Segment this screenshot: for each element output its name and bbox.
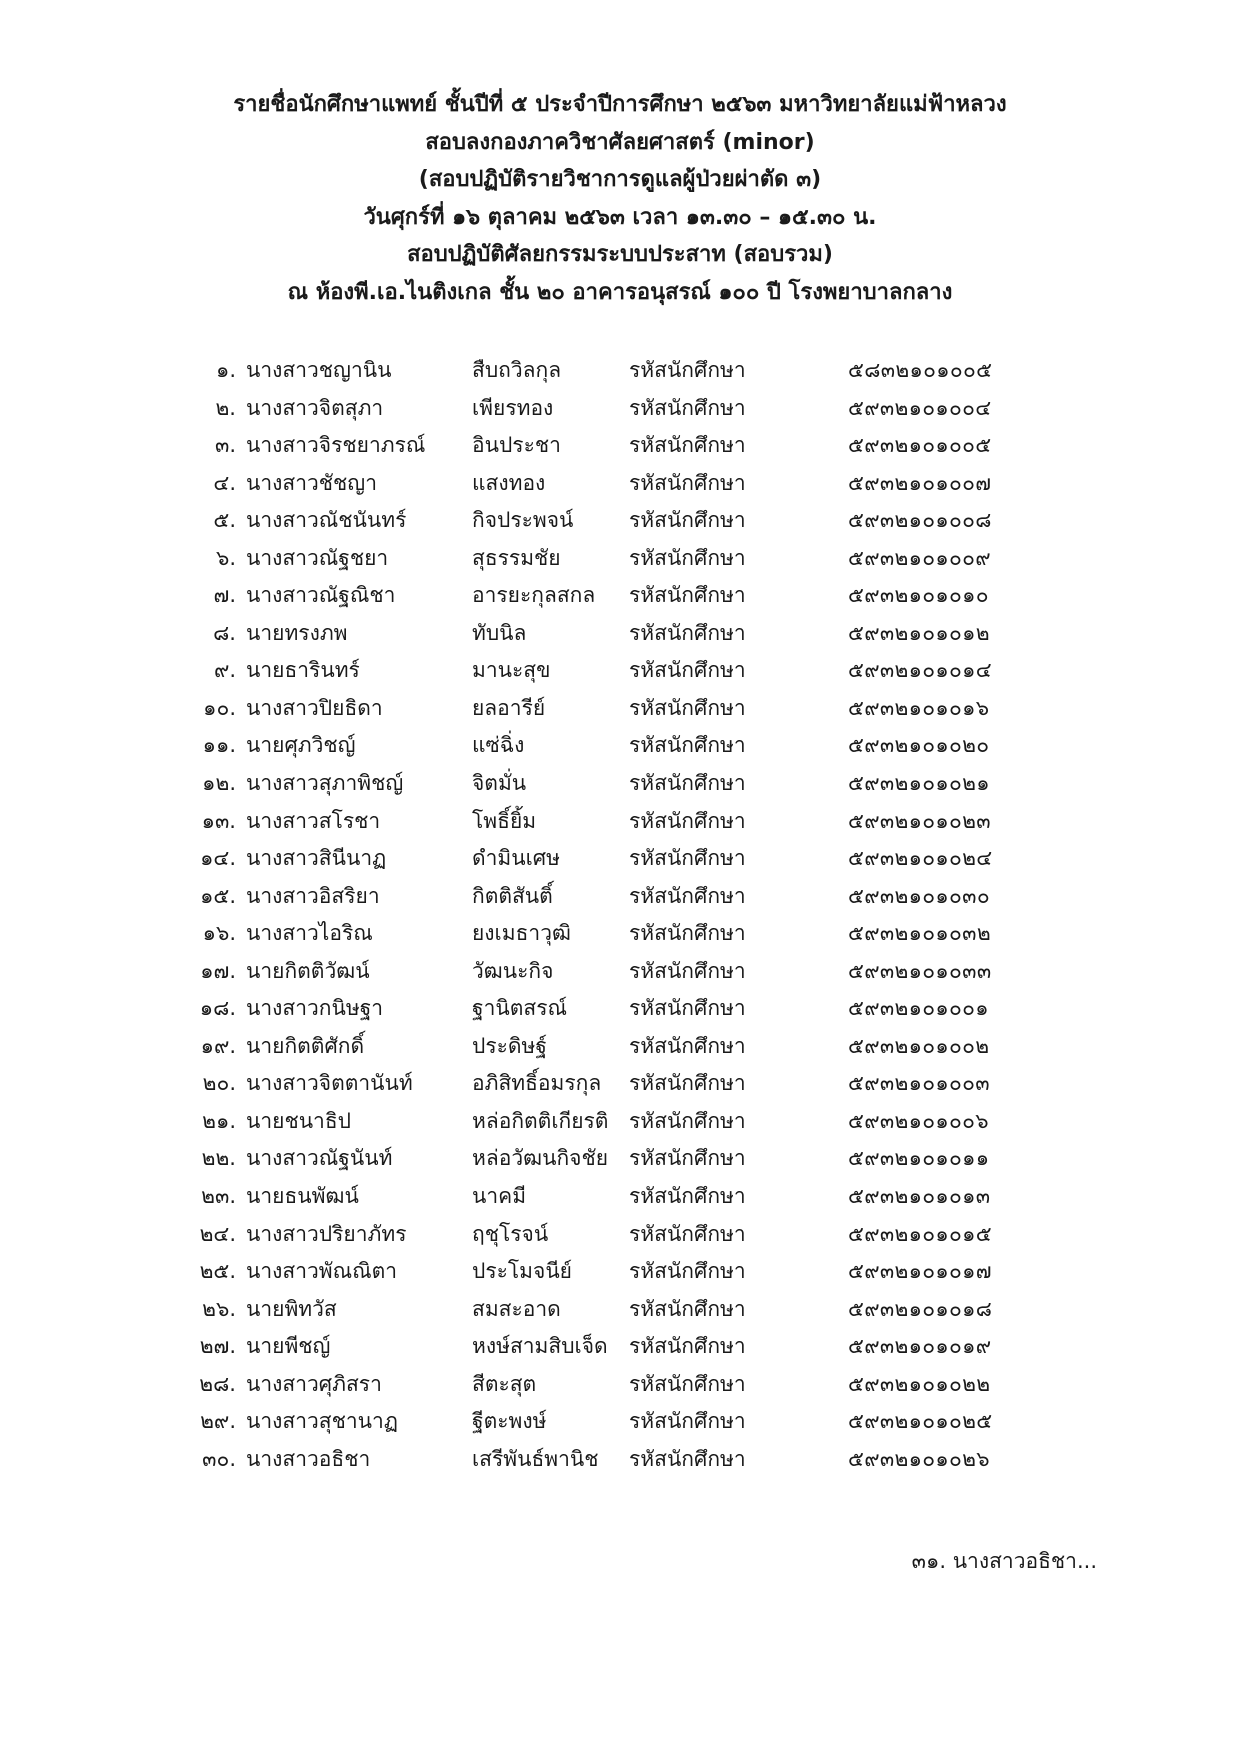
student-name: นางสาวสุชานาฏ xyxy=(246,1409,398,1434)
student-id-label: รหัสนักศึกษา xyxy=(629,1371,746,1396)
list-item xyxy=(0,1291,1240,1329)
list-item xyxy=(0,577,1240,615)
student-id-label: รหัสนักศึกษา xyxy=(629,1446,746,1471)
student-id-label: รหัสนักศึกษา xyxy=(629,583,746,608)
list-item xyxy=(0,1140,1240,1178)
student-id-label: รหัสนักศึกษา xyxy=(629,1334,746,1359)
student-name: นางสาวชัชญา xyxy=(246,470,377,495)
student-surname: กิตติสันติ์ xyxy=(472,883,553,908)
student-id: ๕๙๓๒๑๐๑๐๒๖ xyxy=(848,1446,990,1471)
student-surname: โพธิ์ยิ้ม xyxy=(472,808,537,833)
list-item xyxy=(0,427,1240,465)
student-id: ๕๙๓๒๑๐๑๐๐๑ xyxy=(848,996,989,1021)
student-number: ๒๔. xyxy=(199,1221,236,1246)
student-number: ๑๙. xyxy=(200,1033,236,1058)
student-id-label: รหัสนักศึกษา xyxy=(629,1409,746,1434)
student-name: นายพีชญ์ xyxy=(246,1334,331,1359)
student-number: ๒. xyxy=(215,395,236,420)
student-number: ๓. xyxy=(214,433,236,458)
student-number: ๑๔. xyxy=(200,846,236,871)
list-item xyxy=(0,765,1240,803)
student-name: นางสาวพัณณิตา xyxy=(246,1259,398,1284)
list-item xyxy=(0,1103,1240,1141)
list-item xyxy=(0,1028,1240,1066)
list-item xyxy=(0,840,1240,878)
student-number: ๒๗. xyxy=(199,1334,236,1359)
student-number: ๘. xyxy=(213,620,236,645)
list-item xyxy=(0,953,1240,991)
student-surname: ดำมินเศษ xyxy=(472,846,560,871)
student-id-label: รหัสนักศึกษา xyxy=(629,508,746,533)
student-number: ๑๐. xyxy=(203,695,236,720)
student-id-label: รหัสนักศึกษา xyxy=(629,658,746,683)
student-id-label: รหัสนักศึกษา xyxy=(629,996,746,1021)
student-number: ๒๘. xyxy=(199,1371,236,1396)
student-name: นางสาวสุภาพิชญ์ xyxy=(246,771,404,796)
student-surname: สุธรรมชัย xyxy=(472,545,561,570)
student-name: นายกิตติวัฒน์ xyxy=(246,958,370,983)
student-number: ๒๒. xyxy=(201,1146,236,1171)
student-id-label: รหัสนักศึกษา xyxy=(629,695,746,720)
student-id: ๕๙๓๒๑๐๑๐๐๙ xyxy=(848,545,991,570)
list-item xyxy=(0,803,1240,841)
list-item xyxy=(0,878,1240,916)
list-item xyxy=(0,502,1240,540)
student-surname: ทับนิล xyxy=(472,620,527,645)
student-name: นางสาวณัฐนันท์ xyxy=(246,1146,393,1171)
student-surname: มานะสุข xyxy=(472,658,551,683)
student-name: นางสาวอธิชา xyxy=(246,1446,371,1471)
student-id-label: รหัสนักศึกษา xyxy=(629,433,746,458)
header-subject-line: สอบปฏิบัติศัลยกรรมระบบประสาท (สอบรวม) xyxy=(407,242,833,268)
student-id-label: รหัสนักศึกษา xyxy=(629,358,746,382)
list-item xyxy=(0,465,1240,503)
student-surname: แสงทอง xyxy=(472,470,546,495)
student-number: ๑๑. xyxy=(202,733,236,758)
list-item xyxy=(0,352,1240,390)
header-exam-line: สอบลงกองภาควิชาศัลยศาสตร์ (minor) xyxy=(425,129,815,155)
student-name: นายธารินทร์ xyxy=(246,658,360,683)
student-number: ๒๐. xyxy=(202,1071,236,1096)
student-name: นางสาวณัฐชยา xyxy=(246,545,389,570)
student-surname: หล่อกิตติเกียรติ xyxy=(472,1108,609,1133)
student-surname: อินประชา xyxy=(472,433,561,458)
student-surname: กิจประพจน์ xyxy=(472,508,574,533)
student-id: ๕๙๓๒๑๐๑๐๐๖ xyxy=(848,1108,989,1133)
student-name: นายศุภวิชญ์ xyxy=(246,733,356,758)
list-item xyxy=(0,652,1240,690)
student-surname: สืบถวิลกุล xyxy=(472,358,562,382)
student-id-label: รหัสนักศึกษา xyxy=(629,1221,746,1246)
student-surname: ประโมจนีย์ xyxy=(472,1259,572,1284)
student-number: ๓๐. xyxy=(202,1446,236,1471)
student-id-label: รหัสนักศึกษา xyxy=(629,921,746,946)
student-id: ๕๙๓๒๑๐๑๐๑๕ xyxy=(848,1221,992,1246)
student-id-label: รหัสนักศึกษา xyxy=(629,808,746,833)
student-name: นายธนพัฒน์ xyxy=(246,1184,359,1209)
student-id: ๕๙๓๒๑๐๑๐๐๒ xyxy=(848,1033,990,1058)
student-name: นางสาวกนิษฐา xyxy=(246,996,384,1021)
list-item xyxy=(0,1216,1240,1254)
student-id: ๕๙๓๒๑๐๑๐๑๒ xyxy=(848,620,990,645)
student-id: ๕๙๓๒๑๐๑๐๑๙ xyxy=(848,1334,992,1359)
student-number: ๒๓. xyxy=(201,1184,236,1209)
student-id: ๕๙๓๒๑๐๑๐๐๘ xyxy=(848,508,992,533)
student-surname: ฐานิตสรณ์ xyxy=(472,996,567,1021)
student-number: ๗. xyxy=(213,583,236,608)
student-surname: เสรีพันธ์พานิช xyxy=(472,1446,599,1471)
student-id: ๕๙๓๒๑๐๑๐๓๒ xyxy=(848,921,991,946)
student-number: ๒๙. xyxy=(200,1409,236,1434)
student-id: ๕๙๓๒๑๐๑๐๑๗ xyxy=(848,1259,992,1284)
student-surname: นาคมี xyxy=(472,1184,527,1209)
student-number: ๑๖. xyxy=(202,921,236,946)
list-item xyxy=(0,1441,1240,1479)
student-id: ๕๙๓๒๑๐๑๐๒๓ xyxy=(848,808,991,833)
student-id: ๕๙๓๒๑๐๑๐๑๔ xyxy=(848,658,992,683)
list-item xyxy=(0,915,1240,953)
student-id-label: รหัสนักศึกษา xyxy=(629,771,746,796)
student-number: ๒๖. xyxy=(202,1296,236,1321)
list-item xyxy=(0,540,1240,578)
student-number: ๙. xyxy=(213,658,236,683)
student-name: นางสาวอิสริยา xyxy=(246,883,380,908)
list-item xyxy=(0,690,1240,728)
list-item xyxy=(0,390,1240,428)
student-surname: ประดิษฐ์ xyxy=(472,1033,547,1058)
student-name: นางสาวชญานิน xyxy=(246,358,392,382)
student-id-label: รหัสนักศึกษา xyxy=(629,1071,746,1096)
student-name: นางสาวจิรชยาภรณ์ xyxy=(246,433,426,458)
student-surname: เพียรทอง xyxy=(472,395,554,420)
student-id-label: รหัสนักศึกษา xyxy=(629,1259,746,1284)
student-name: นายทรงภพ xyxy=(246,620,348,645)
student-name: นางสาวศุภิสรา xyxy=(246,1371,382,1396)
student-id: ๕๙๓๒๑๐๑๐๑๖ xyxy=(848,695,990,720)
header-date-line: วันศุกร์ที่ ๑๖ ตุลาคม ๒๕๖๓ เวลา ๑๓.๓๐ – ๑๕.๓๐ น. xyxy=(363,204,877,230)
student-id-label: รหัสนักศึกษา xyxy=(629,545,746,570)
student-id-label: รหัสนักศึกษา xyxy=(629,470,746,495)
student-number: ๑๓. xyxy=(201,808,236,833)
student-id: ๕๙๓๒๑๐๑๐๐๔ xyxy=(848,395,992,420)
student-number: ๑๗. xyxy=(200,958,236,983)
header-title-line: รายชื่อนักศึกษาแพทย์ ชั้นปีที่ ๕ ประจำปีการศึกษา ๒๕๖๓ มหาวิทยาลัยแม่ฟ้าหลวง xyxy=(233,92,1007,117)
student-id-label: รหัสนักศึกษา xyxy=(629,883,746,908)
student-id: ๕๙๓๒๑๐๑๐๐๕ xyxy=(848,433,992,458)
student-surname: อภิสิทธิ์อมรกุล xyxy=(472,1071,602,1096)
student-id-label: รหัสนักศึกษา xyxy=(629,733,746,758)
student-id: ๕๙๓๒๑๐๑๐๓๓ xyxy=(848,958,992,983)
student-id: ๕๙๓๒๑๐๑๐๓๐ xyxy=(848,883,990,908)
student-id: ๕๙๓๒๑๐๑๐๑๑ xyxy=(848,1146,990,1171)
header-venue-line: ณ ห้องพี.เอ.ไนติงเกล ชั้น ๒๐ อาคารอนุสรณ์ ๑๐๐ ปี โรงพยาบาลกลาง xyxy=(287,279,953,305)
student-name: นายกิตติศักดิ์ xyxy=(246,1033,365,1058)
list-item xyxy=(0,1065,1240,1103)
list-item xyxy=(0,615,1240,653)
continuation-note: ๓๑. นางสาวอธิชา... xyxy=(911,1549,1097,1573)
student-surname: ฤชุโรจน์ xyxy=(472,1221,549,1246)
student-list xyxy=(0,352,1240,1478)
student-number: ๒๕. xyxy=(199,1259,236,1284)
student-id: ๕๘๓๒๑๐๑๐๐๕ xyxy=(848,358,993,382)
student-name: นางสาวจิตตานันท์ xyxy=(246,1071,413,1096)
student-name: นายชนาธิป xyxy=(246,1108,351,1133)
student-id-label: รหัสนักศึกษา xyxy=(629,395,746,420)
student-surname: ยลอารีย์ xyxy=(472,695,546,720)
student-surname: หงษ์สามสิบเจ็ด xyxy=(472,1334,608,1359)
student-id: ๕๙๓๒๑๐๑๐๒๑ xyxy=(848,771,990,796)
student-id-label: รหัสนักศึกษา xyxy=(629,846,746,871)
student-name: นางสาวสินีนาฏ xyxy=(246,846,387,871)
student-surname: ฐีตะพงษ์ xyxy=(472,1409,547,1434)
student-surname: ยงเมธาวุฒิ xyxy=(472,921,571,946)
student-id: ๕๙๓๒๑๐๑๐๒๔ xyxy=(848,846,993,871)
student-id: ๕๙๓๒๑๐๑๐๐๗ xyxy=(848,470,992,495)
list-item xyxy=(0,990,1240,1028)
student-id: ๕๙๓๒๑๐๑๐๑๓ xyxy=(848,1184,991,1209)
document-header xyxy=(0,86,1240,312)
student-id-label: รหัสนักศึกษา xyxy=(629,1033,746,1058)
header-course-line: (สอบปฏิบัติรายวิชาการดูแลผู้ป่วยผ่าตัด ๓) xyxy=(418,167,822,193)
list-item xyxy=(0,727,1240,765)
student-surname: หล่อวัฒนกิจชัย xyxy=(472,1146,609,1171)
student-id: ๕๙๓๒๑๐๑๐๐๓ xyxy=(848,1071,990,1096)
student-surname: วัฒนะกิจ xyxy=(472,958,554,983)
student-number: ๑. xyxy=(215,358,236,382)
student-id-label: รหัสนักศึกษา xyxy=(629,620,746,645)
student-id-label: รหัสนักศึกษา xyxy=(629,1108,746,1133)
student-id-label: รหัสนักศึกษา xyxy=(629,958,746,983)
student-name: นางสาวปิยธิดา xyxy=(246,695,383,720)
student-number: ๕. xyxy=(213,508,236,533)
list-item xyxy=(0,1178,1240,1216)
student-id-label: รหัสนักศึกษา xyxy=(629,1146,746,1171)
student-name: นางสาวไอริณ xyxy=(246,921,373,946)
student-name: นายพิทวัส xyxy=(246,1296,337,1321)
student-surname: อารยะกุลสกล xyxy=(472,583,596,608)
student-name: นางสาวณัชนันทร์ xyxy=(246,508,407,533)
student-number: ๔. xyxy=(213,470,236,495)
student-name: นางสาวจิตสุภา xyxy=(246,395,384,420)
list-item xyxy=(0,1328,1240,1366)
student-surname: แซ่ฉิ่ง xyxy=(472,733,525,758)
list-item xyxy=(0,1253,1240,1291)
student-number: ๖. xyxy=(215,545,236,570)
list-item xyxy=(0,1403,1240,1441)
student-surname: สมสะอาด xyxy=(472,1296,561,1321)
student-id: ๕๙๓๒๑๐๑๐๑๘ xyxy=(848,1296,993,1321)
student-id: ๕๙๓๒๑๐๑๐๑๐ xyxy=(848,583,989,608)
student-number: ๑๕. xyxy=(200,883,236,908)
list-item xyxy=(0,1366,1240,1404)
student-number: ๑๘. xyxy=(199,996,236,1021)
student-surname: สีตะสุต xyxy=(472,1371,537,1396)
student-id: ๕๙๓๒๑๐๑๐๒๐ xyxy=(848,733,990,758)
student-id: ๕๙๓๒๑๐๑๐๒๕ xyxy=(848,1409,993,1434)
student-name: นางสาวปริยาภัทร xyxy=(246,1221,407,1246)
student-id: ๕๙๓๒๑๐๑๐๒๒ xyxy=(848,1371,991,1396)
student-name: นางสาวณัฐณิชา xyxy=(246,583,396,608)
student-surname: จิตมั่น xyxy=(472,771,527,796)
student-number: ๑๒. xyxy=(202,771,236,796)
student-number: ๒๑. xyxy=(202,1108,236,1133)
student-name: นางสาวสโรชา xyxy=(246,808,381,833)
student-id-label: รหัสนักศึกษา xyxy=(629,1184,746,1209)
student-id-label: รหัสนักศึกษา xyxy=(629,1296,746,1321)
